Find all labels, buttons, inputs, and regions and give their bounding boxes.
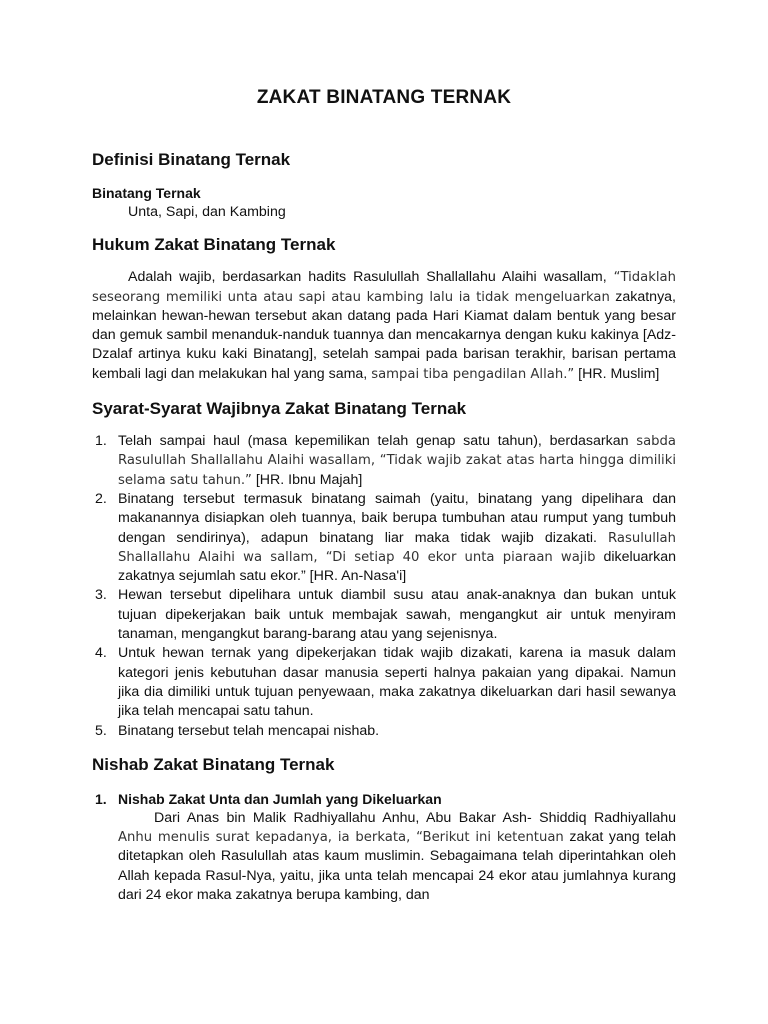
list-text: Binatang tersebut telah mencapai nishab. <box>118 722 380 739</box>
hukum-text-2: zakatnya, melainkan hewan-hewan tersebut akan datang pada Hari Kiamat dalam bentuk yang besar dan gemuk sambil menanduk-nanduk tuannya dan mencakarnya dengan kuku kakinya [Adz-Dzalaf artinya kuku kaki Binatang], setelah sampai pada barisan terakhir, barisan pertama kembali lagi dan melakukan hal yang sama, <box>92 288 676 382</box>
list-number: 2. <box>95 490 107 507</box>
nishab-sub-number: 1. <box>95 790 107 807</box>
list-number: 3. <box>95 587 107 604</box>
hukum-heading: Hukum Zakat Binatang Ternak <box>92 235 336 255</box>
page-title: ZAKAT BINATANG TERNAK <box>256 87 512 108</box>
hukum-paragraph <box>92 268 676 384</box>
list-text: Binatang tersebut termasuk binatang saimah (yaitu, binatang yang dipelihara dan makanannya disiapkan oleh tuannya, baik berupa tumbuhan atau rumput yang tumbuh dengan sendirinya), adapun binatang liar maka tidak wajib dizakati. <box>118 490 676 546</box>
nishab-section <box>92 789 676 905</box>
definisi-subheading: Binatang Ternak <box>92 185 201 201</box>
list-item <box>92 490 676 586</box>
syarat-heading: Syarat-Syarat Wajibnya Zakat Binatang Ternak <box>92 399 467 419</box>
definisi-item: Unta, Sapi, dan Kambing <box>128 204 286 220</box>
list-ref: [HR. Ibnu Majah] <box>251 471 363 488</box>
nishab-text-2: zakat yang telah ditetapkan oleh Rasulullah atas kaum muslimin. Sebagaimana telah diperintahkan oleh Allah kepada Rasul-Nya, yaitu, jika unta telah mencapai 24 ekor atau jumlahnya kurang dari 24 ekor maka zakatnya berupa kambing, dan <box>118 829 676 904</box>
syarat-list <box>92 432 676 741</box>
list-item <box>92 586 676 644</box>
list-quote: Rasulullah Shallallahu Alaihi wa sallam, “Di setiap 40 ekor unta piaraan wajib <box>118 530 676 565</box>
list-item <box>92 432 676 490</box>
list-text: Hewan tersebut dipelihara untuk diambil susu atau anak-anaknya dan bukan untuk tujuan dipekerjakan baik untuk membajak sawah, mengangkut air untuk menyiram tanaman, mengangkut barang-barang atau yang sejenisnya. <box>118 587 676 643</box>
list-quote: sabda Rasulullah Shallallahu Alaihi wasallam, “Tidak wajib zakat atas harta hingga dimiliki selama satu tahun.” <box>118 434 676 488</box>
list-item <box>92 644 676 721</box>
list-text: Untuk hewan ternak yang dipekerjakan tidak wajib dizakati, karena ia masuk dalam kategori jenis kebutuhan dasar manusia seperti halnya pakaian yang dipakai. Namun jika dia dimiliki untuk tujuan penyewaan, maka zakatnya dikeluarkan dari hasil sewanya jika telah mencapai satu tahun. <box>118 645 676 720</box>
hukum-text-1: Adalah wajib, berdasarkan hadits Rasulullah Shallallahu Alaihi wasallam, <box>128 269 607 286</box>
nishab-paragraph <box>118 809 676 905</box>
nishab-heading: Nishab Zakat Binatang Ternak <box>92 754 335 774</box>
definisi-heading: Definisi Binatang Ternak <box>92 150 291 169</box>
nishab-quote: Anhu menulis surat kepadanya, ia berkata, “Berikut ini ketentuan <box>118 830 564 846</box>
hukum-quote: “Tidaklah seseorang memiliki unta atau sapi atau kambing lalu ia tidak mengeluarkan <box>92 270 676 305</box>
list-item <box>92 722 676 741</box>
list-number: 4. <box>95 645 107 662</box>
hukum-quote-2: sampai tiba pengadilan Allah.” <box>371 366 575 382</box>
nishab-subheading: Nishab Zakat Unta dan Jumlah yang Dikeluarkan <box>118 790 442 807</box>
list-text: Telah sampai haul (masa kepemilikan telah genap satu tahun), berdasarkan <box>118 433 629 450</box>
hukum-ref: [HR. Muslim] <box>574 365 660 382</box>
list-number: 5. <box>95 722 107 739</box>
list-number: 1. <box>95 433 107 450</box>
list-ref: dikeluarkan zakatnya sejumlah satu ekor.” [HR. An-Nasa'i] <box>118 548 676 585</box>
nishab-text-1: Dari Anas bin Malik Radhiyallahu Anhu, Abu Bakar Ash- Shiddiq Radhiyallahu <box>154 809 676 826</box>
